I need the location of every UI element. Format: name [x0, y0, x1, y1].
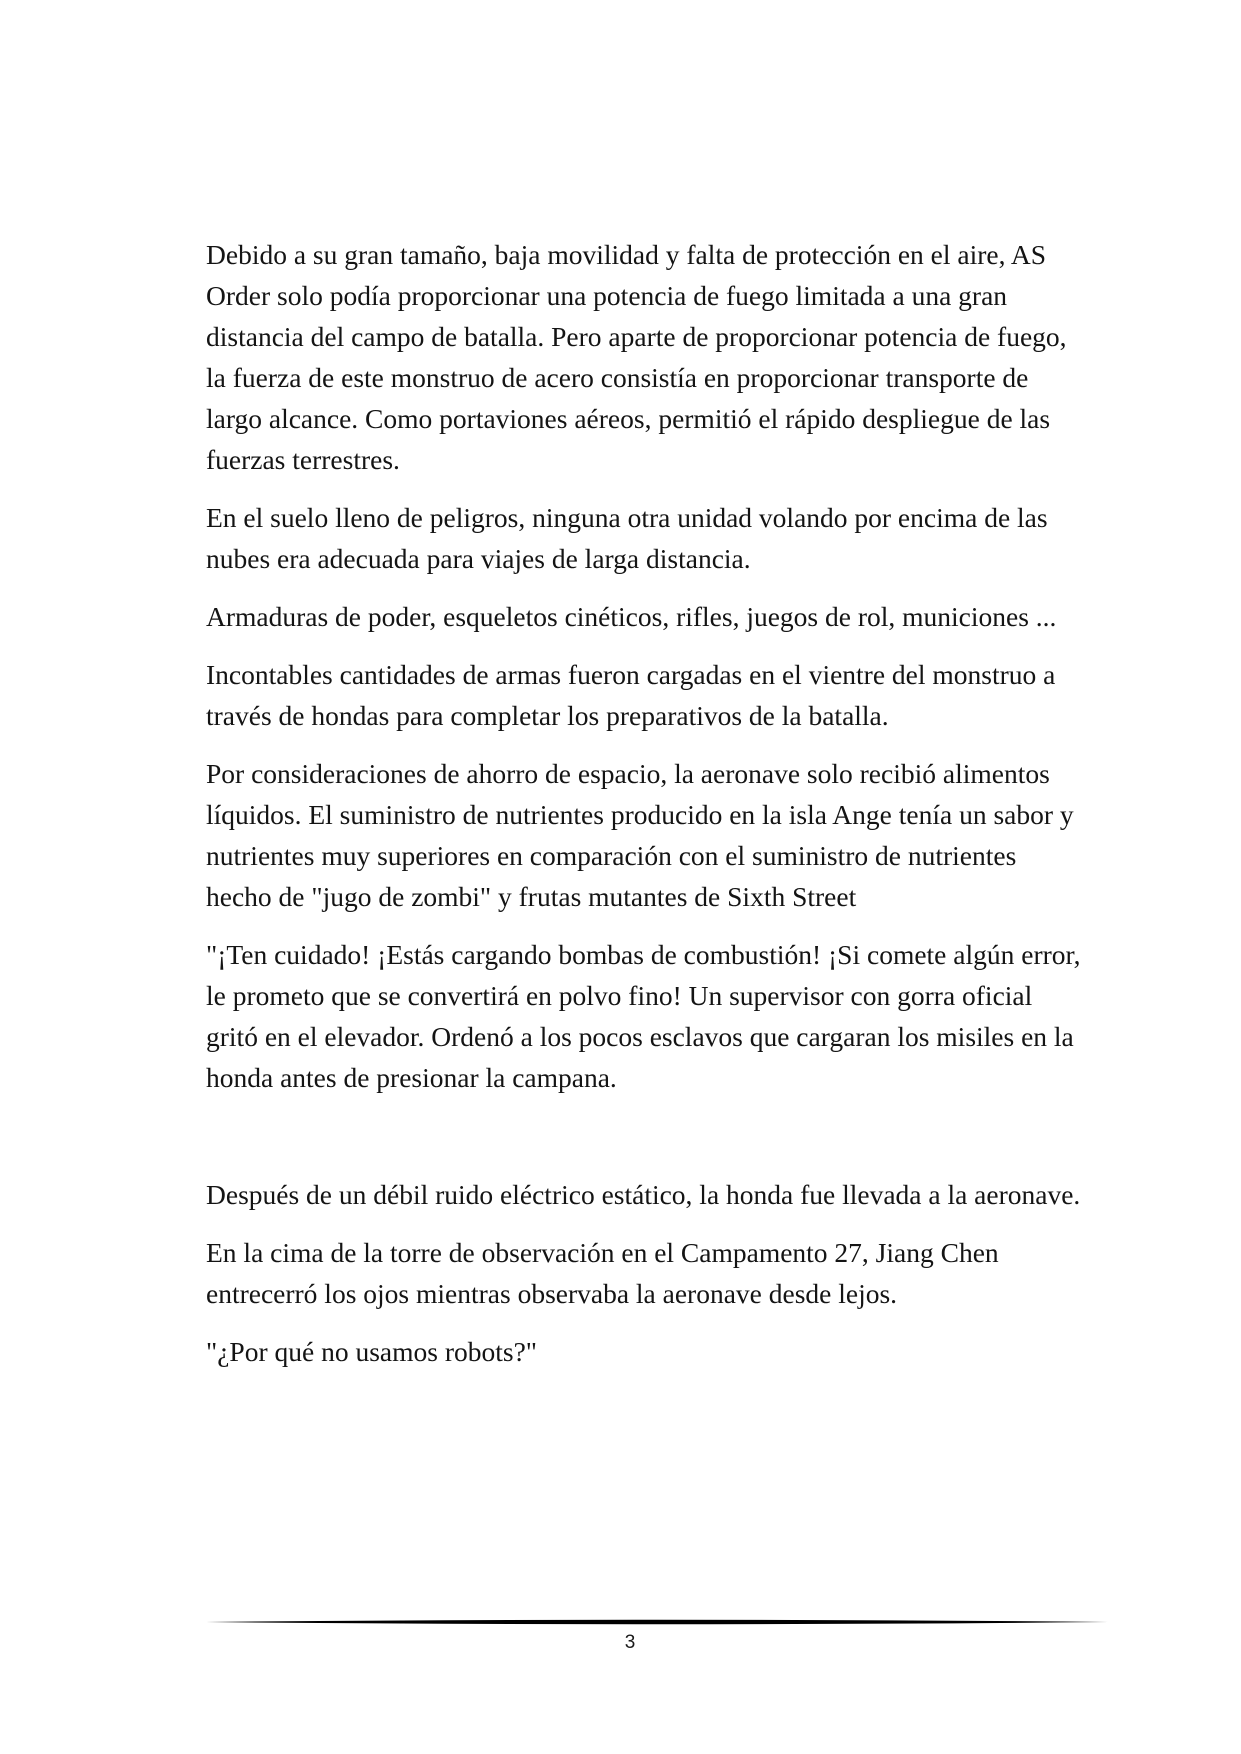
paragraph-7: Después de un débil ruido eléctrico estático, la honda fue llevada a la aeronave.	[206, 1179, 1081, 1210]
paragraph-9: "¿Por qué no usamos robots?"	[206, 1336, 538, 1367]
paragraph-3: Armaduras de poder, esqueletos cinéticos, rifles, juegos de rol, municiones ...	[206, 601, 1057, 632]
paragraph-2: En el suelo lleno de peligros, ninguna otra unidad volando por encima de las nubes era adecuada para viajes de larga distancia.	[206, 502, 1048, 574]
page-number: 3	[624, 1632, 636, 1653]
paragraph-1: Debido a su gran tamaño, baja movilidad y falta de protección en el aire, AS Order solo podía proporcionar una potencia de fuego limitada a una gran distancia del campo de batalla. Pero aparte de proporcionar potencia de fuego, la fuerza de este monstruo de acero consistía en proporcionar transporte de largo alcance. Como portaviones aéreos, permitió el rápido despliegue de las fuerzas terrestres.	[206, 239, 1067, 475]
paragraph-8: En la cima de la torre de observación en el Campamento 27, Jiang Chen entrecerró los ojos mientras observaba la aeronave desde lejos.	[206, 1237, 999, 1309]
paragraph-6: "¡Ten cuidado! ¡Estás cargando bombas de combustión! ¡Si comete algún error, le prometo que se convertirá en polvo fino! Un supervisor con gorra oficial gritó en el elevador. Ordenó a los pocos esclavos que cargaran los misiles en la honda antes de presionar la campana.	[206, 939, 1081, 1093]
body-text	[206, 234, 1086, 1389]
paragraph-5: Por consideraciones de ahorro de espacio, la aeronave solo recibió alimentos líquidos. El suministro de nutrientes producido en la isla Ange tenía un sabor y nutrientes muy superiores en comparación con el suministro de nutrientes hecho de "jugo de zombi" y frutas mutantes de Sixth Street	[206, 758, 1074, 912]
paragraph-4: Incontables cantidades de armas fueron cargadas en el vientre del monstruo a través de hondas para completar los preparativos de la batalla.	[206, 659, 1056, 731]
footer-divider	[206, 1616, 1108, 1628]
